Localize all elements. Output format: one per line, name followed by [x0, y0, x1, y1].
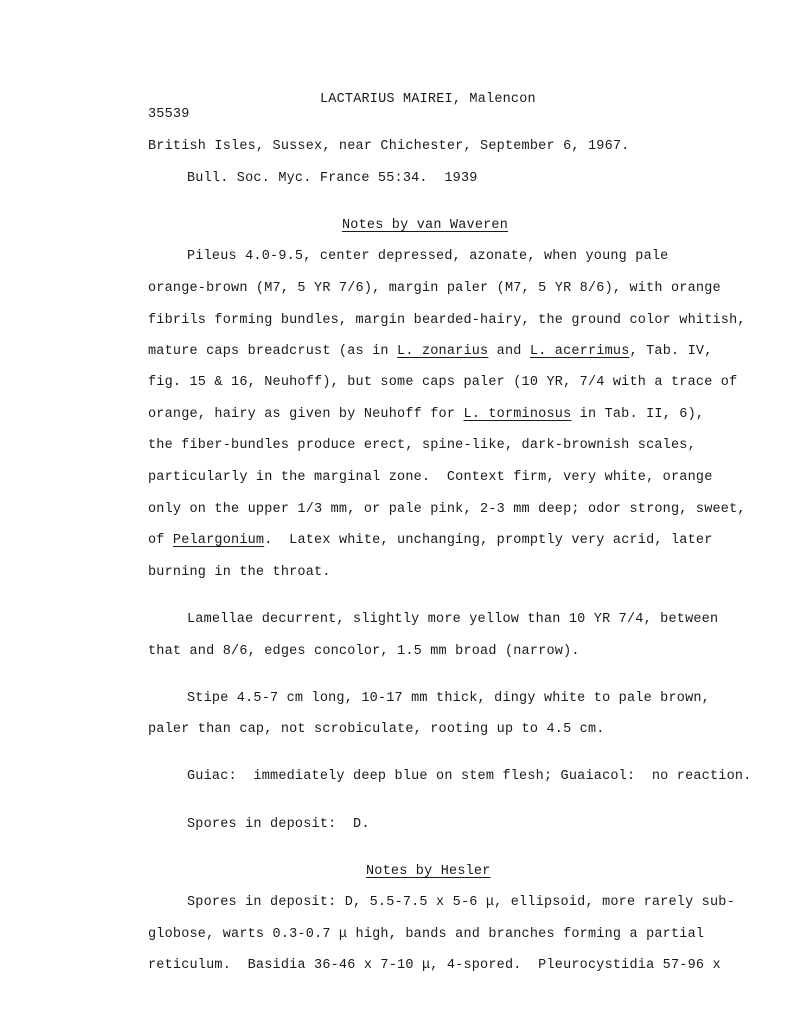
pileus-line-1: Pileus 4.0-9.5, center depressed, azonate, when young pale: [187, 249, 669, 264]
stipe-line-2: paler than cap, not scrobiculate, rooting up to 4.5 cm.: [148, 722, 605, 737]
species-ref-torminosus: L. torminosus: [463, 407, 572, 422]
guiac-line: Guiac: immediately deep blue on stem flesh; Guaiacol: no reaction.: [187, 769, 752, 784]
locality-line: British Isles, Sussex, near Chichester, September 6, 1967.: [148, 139, 630, 154]
lamellae-line-1: Lamellae decurrent, slightly more yellow than 10 YR 7/4, between: [187, 612, 719, 627]
pileus-line-5: fig. 15 & 16, Neuhoff), but some caps paler (10 YR, 7/4 with a trace of: [148, 375, 738, 390]
pileus-line-2: orange-brown (M7, 5 YR 7/6), margin paler (M7, 5 YR 8/6), with orange: [148, 281, 721, 296]
pileus-line-10: of Pelargonium. Latex white, unchanging, promptly very acrid, later: [148, 533, 713, 548]
pileus-line-9: only on the upper 1/3 mm, or pale pink, 2-3 mm deep; odor strong, sweet,: [148, 502, 746, 517]
genus-ref-pelargonium: Pelargonium: [172, 533, 265, 548]
hesler-line-2: globose, warts 0.3-0.7 μ high, bands and branches forming a partial: [148, 927, 705, 942]
pileus-line-6: orange, hairy as given by Neuhoff for L. torminosus in Tab. II, 6),: [148, 407, 705, 422]
van-waveren-heading: Notes by van Waveren: [342, 218, 509, 233]
citation-line: Bull. Soc. Myc. France 55:34. 1939: [187, 171, 478, 186]
pileus-line-3: fibrils forming bundles, margin bearded-hairy, the ground color whitish,: [148, 313, 746, 328]
species-ref-acerrimus: L. acerrimus: [529, 344, 630, 359]
collection-number: 35539: [148, 107, 190, 122]
hesler-line-1: Spores in deposit: D, 5.5-7.5 x 5-6 μ, ellipsoid, more rarely sub-: [187, 895, 735, 910]
pileus-line-8: particularly in the marginal zone. Context firm, very white, orange: [148, 470, 713, 485]
pileus-line-4: mature caps breadcrust (as in L. zonarius and L. acerrimus, Tab. IV,: [148, 344, 713, 359]
spores-deposit-line: Spores in deposit: D.: [187, 817, 370, 832]
hesler-line-3: reticulum. Basidia 36-46 x 7-10 μ, 4-spored. Pleurocystidia 57-96 x: [148, 958, 721, 973]
lamellae-line-2: that and 8/6, edges concolor, 1.5 mm broad (narrow).: [148, 644, 580, 659]
species-title: LACTARIUS MAIREI, Malencon: [320, 92, 536, 107]
species-ref-zonarius: L. zonarius: [397, 344, 489, 359]
stipe-line-1: Stipe 4.5-7 cm long, 10-17 mm thick, dingy white to pale brown,: [187, 691, 710, 706]
hesler-heading: Notes by Hesler: [366, 864, 491, 879]
pileus-line-7: the fiber-bundles produce erect, spine-like, dark-brownish scales,: [148, 438, 696, 453]
pileus-line-11: burning in the throat.: [148, 565, 331, 580]
